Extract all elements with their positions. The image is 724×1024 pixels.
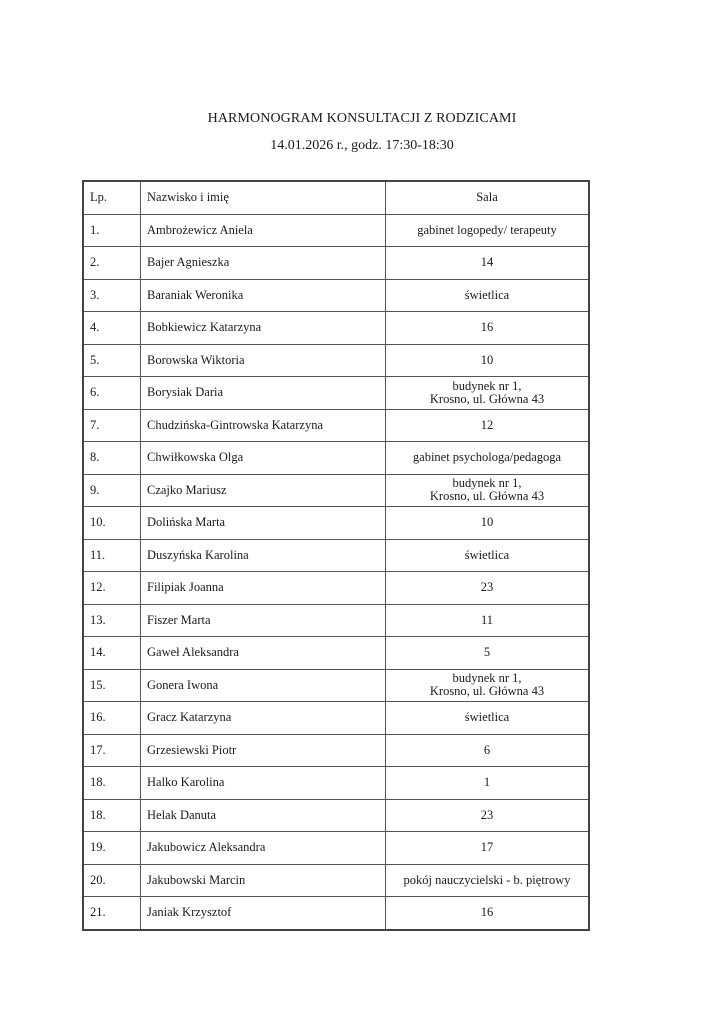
schedule-table xyxy=(82,180,590,931)
table-row xyxy=(83,799,589,832)
room-line: 14 xyxy=(480,255,494,270)
row-room xyxy=(386,279,590,312)
row-room xyxy=(386,637,590,670)
row-room xyxy=(386,864,590,897)
row-room xyxy=(386,897,590,930)
room-line: 16 xyxy=(480,905,494,920)
room-line: budynek nr 1, xyxy=(452,378,522,393)
table-row xyxy=(83,312,589,345)
table-row xyxy=(83,832,589,865)
row-name: Baraniak Weronika xyxy=(141,279,386,312)
row-room xyxy=(386,247,590,280)
table-row xyxy=(83,409,589,442)
row-room xyxy=(386,442,590,475)
row-lp: 7. xyxy=(83,409,141,442)
room-line: Krosno, ul. Główna 43 xyxy=(429,391,545,406)
row-lp: 14. xyxy=(83,637,141,670)
room-line: budynek nr 1, xyxy=(452,476,522,491)
row-lp: 13. xyxy=(83,604,141,637)
table-row xyxy=(83,507,589,540)
row-lp: 11. xyxy=(83,539,141,572)
table-row xyxy=(83,344,589,377)
row-lp: 1. xyxy=(83,214,141,247)
row-name: Jakubowicz Aleksandra xyxy=(141,832,386,865)
row-name: Grzesiewski Piotr xyxy=(141,734,386,767)
row-room xyxy=(386,702,590,735)
row-name: Chwiłkowska Olga xyxy=(141,442,386,475)
row-lp: 15. xyxy=(83,669,141,702)
room-line: budynek nr 1, xyxy=(452,671,522,686)
table-row xyxy=(83,637,589,670)
table-row xyxy=(83,539,589,572)
room-line: pokój nauczycielski - b. piętrowy xyxy=(403,872,571,887)
table-row xyxy=(83,474,589,507)
room-line: świetlica xyxy=(464,710,510,725)
row-name: Chudzińska-Gintrowska Katarzyna xyxy=(141,409,386,442)
row-room xyxy=(386,539,590,572)
room-line: gabinet psychologa/pedagoga xyxy=(412,450,562,465)
row-room xyxy=(386,377,590,410)
row-room xyxy=(386,832,590,865)
row-room xyxy=(386,312,590,345)
document-title: HARMONOGRAM KONSULTACJI Z RODZICAMI xyxy=(207,111,517,126)
row-name: Gaweł Aleksandra xyxy=(141,637,386,670)
row-lp: 19. xyxy=(83,832,141,865)
row-name: Borysiak Daria xyxy=(141,377,386,410)
row-room xyxy=(386,669,590,702)
row-name: Bobkiewicz Katarzyna xyxy=(141,312,386,345)
row-room xyxy=(386,344,590,377)
row-name: Duszyńska Karolina xyxy=(141,539,386,572)
table-row xyxy=(83,377,589,410)
room-line: 5 xyxy=(483,645,491,660)
room-line: 6 xyxy=(483,742,491,757)
room-line: 10 xyxy=(480,515,494,530)
room-line: gabinet logopedy/ terapeuty xyxy=(417,222,557,237)
row-name: Czajko Mariusz xyxy=(141,474,386,507)
row-name: Jakubowski Marcin xyxy=(141,864,386,897)
document-subtitle: 14.01.2026 r., godz. 17:30-18:30 xyxy=(270,138,454,153)
table-row xyxy=(83,247,589,280)
header-room: Sala xyxy=(386,181,590,214)
room-line: 11 xyxy=(480,612,494,627)
row-room xyxy=(386,474,590,507)
row-lp: 18. xyxy=(83,799,141,832)
row-name: Filipiak Joanna xyxy=(141,572,386,605)
table-row xyxy=(83,214,589,247)
room-line: Krosno, ul. Główna 43 xyxy=(429,489,545,504)
row-room xyxy=(386,409,590,442)
table-row xyxy=(83,604,589,637)
room-line: 1 xyxy=(483,775,491,790)
table-row xyxy=(83,279,589,312)
row-lp: 12. xyxy=(83,572,141,605)
row-lp: 17. xyxy=(83,734,141,767)
room-line: 16 xyxy=(480,320,494,335)
row-room xyxy=(386,604,590,637)
row-lp: 18. xyxy=(83,767,141,800)
row-name: Gonera Iwona xyxy=(141,669,386,702)
row-room xyxy=(386,767,590,800)
row-room xyxy=(386,507,590,540)
table-row xyxy=(83,897,589,930)
room-line: 10 xyxy=(480,352,494,367)
header-name: Nazwisko i imię xyxy=(141,181,386,214)
row-room xyxy=(386,214,590,247)
row-name: Borowska Wiktoria xyxy=(141,344,386,377)
row-room xyxy=(386,799,590,832)
row-lp: 10. xyxy=(83,507,141,540)
room-line: 23 xyxy=(480,807,494,822)
room-line: świetlica xyxy=(464,547,510,562)
row-lp: 3. xyxy=(83,279,141,312)
header-lp: Lp. xyxy=(83,181,141,214)
room-line: świetlica xyxy=(464,287,510,302)
row-lp: 2. xyxy=(83,247,141,280)
row-lp: 5. xyxy=(83,344,141,377)
row-name: Dolińska Marta xyxy=(141,507,386,540)
row-lp: 8. xyxy=(83,442,141,475)
row-lp: 20. xyxy=(83,864,141,897)
row-room xyxy=(386,734,590,767)
row-lp: 4. xyxy=(83,312,141,345)
row-name: Ambrożewicz Aniela xyxy=(141,214,386,247)
table-header-row xyxy=(83,181,589,214)
row-name: Halko Karolina xyxy=(141,767,386,800)
table-row xyxy=(83,669,589,702)
row-name: Gracz Katarzyna xyxy=(141,702,386,735)
table-row xyxy=(83,767,589,800)
row-lp: 16. xyxy=(83,702,141,735)
table-row xyxy=(83,864,589,897)
row-name: Fiszer Marta xyxy=(141,604,386,637)
table-row xyxy=(83,702,589,735)
row-lp: 21. xyxy=(83,897,141,930)
row-name: Janiak Krzysztof xyxy=(141,897,386,930)
table-row xyxy=(83,734,589,767)
row-lp: 9. xyxy=(83,474,141,507)
table-row xyxy=(83,572,589,605)
row-name: Helak Danuta xyxy=(141,799,386,832)
row-name: Bajer Agnieszka xyxy=(141,247,386,280)
room-line: Krosno, ul. Główna 43 xyxy=(429,684,545,699)
room-line: 17 xyxy=(480,840,494,855)
row-room xyxy=(386,572,590,605)
room-line: 12 xyxy=(480,417,494,432)
room-line: 23 xyxy=(480,580,494,595)
table-row xyxy=(83,442,589,475)
row-lp: 6. xyxy=(83,377,141,410)
